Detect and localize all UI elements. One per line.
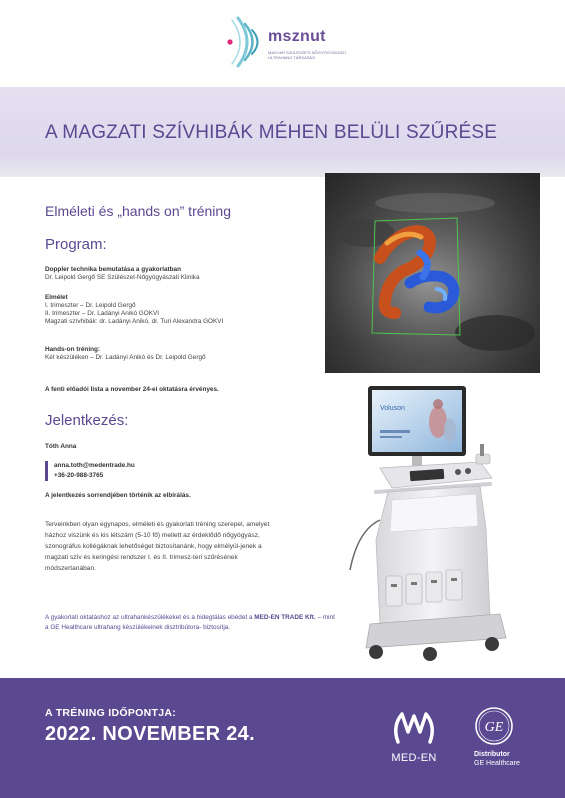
sponsor-company: MED-EN TRADE Kft. [254, 614, 316, 621]
msznut-logo [218, 12, 358, 74]
training-date: 2022. NOVEMBER 24. [45, 723, 255, 745]
program-doppler [45, 266, 315, 282]
sponsor-paragraph [45, 613, 335, 632]
msznut-mark-icon [218, 12, 266, 70]
training-date-label: A TRÉNING IDŐPONTJA: [45, 707, 177, 719]
machine-screen-text: Voluson [380, 405, 405, 412]
elmelet-line-2: II. trimeszter – Dr. Ladányi Anikó GOKVI [45, 310, 160, 317]
ge-logo-icon [474, 706, 514, 746]
training-description: Terveinkben olyan egynapos, elméleti és gyakorlati tréning szerepel, amelyet házhoz viszünk és kis létszám (5-10 fő) mellett az érdeklődő nőgyógyász, szonográfus kollégáknak lehetőséget biztosítanánk, hogy elmélyül-jenek a magzati szív és keringési rendszer I. és II. trimesz-teri szűrésének módszertanában. [45, 521, 270, 572]
elmelet-line-3: Magzati szívhibák: dr. Ladányi Anikó, dr. Turi Alexandra GOKVI [45, 318, 224, 325]
program-handson [45, 346, 315, 362]
registration-heading: Jelentkezés: [45, 412, 129, 429]
meden-name: MED-EN [391, 752, 437, 764]
doppler-title: Doppler technika bemutatása a gyakorlatban [45, 266, 182, 273]
program-note: A fenti előadói lista a november 24-ei oktatásra érvényes. [45, 386, 219, 393]
program-elmelet [45, 294, 315, 326]
contact-email[interactable]: anna.toth@medentrade.hu [54, 462, 135, 469]
page-title: A MAGZATI SZÍVHIBÁK MÉHEN BELÜLI SZŰRÉSE [45, 122, 498, 143]
meden-logo-icon [388, 706, 440, 746]
ultrasound-image [325, 173, 540, 373]
sponsor-text-after: – mint a GE Healthcare ultrahang készülékeinek disztribútora- biztosítja. [45, 614, 335, 631]
handson-line: Két készüléken – Dr. Ladányi Anikó és Dr. Leipold Gergő [45, 354, 206, 361]
logo-tagline: MAGYAR SZÜLÉSZETI-NŐGYÓGYÁSZATI ULTRAHANG TÁRSASÁG [268, 50, 347, 60]
program-heading: Program: [45, 236, 107, 253]
ultrasound-machine-image [340, 380, 540, 670]
registration-order-note: A jelentkezés sorrendjében történik az elbírálás. [45, 492, 191, 499]
contact-accent-bar [45, 461, 48, 481]
ge-healthcare-label: GE Healthcare [474, 760, 520, 767]
subtitle: Elméleti és „hands on” tréning [45, 203, 231, 219]
contact-phone: +36-20-988-3765 [54, 472, 104, 479]
ge-distributor-label: Distributor [474, 751, 510, 758]
elmelet-title: Elmélet [45, 294, 68, 301]
elmelet-line-1: I. trimeszter – Dr. Leipold Gergő [45, 302, 136, 309]
contact-name: Tóth Anna [45, 443, 77, 450]
handson-title: Hands-on tréning: [45, 346, 101, 353]
ge-mark: GE [484, 720, 504, 735]
doppler-line: Dr. Leipold Gergő SE Szülészet-Nőgyógyászati Klinika [45, 274, 200, 281]
logo-name: msznut [268, 28, 326, 45]
sponsor-text-before: A gyakorlati oktatáshoz az ultrahankészülékeket és a hidegtálas ebédet a [45, 614, 255, 621]
